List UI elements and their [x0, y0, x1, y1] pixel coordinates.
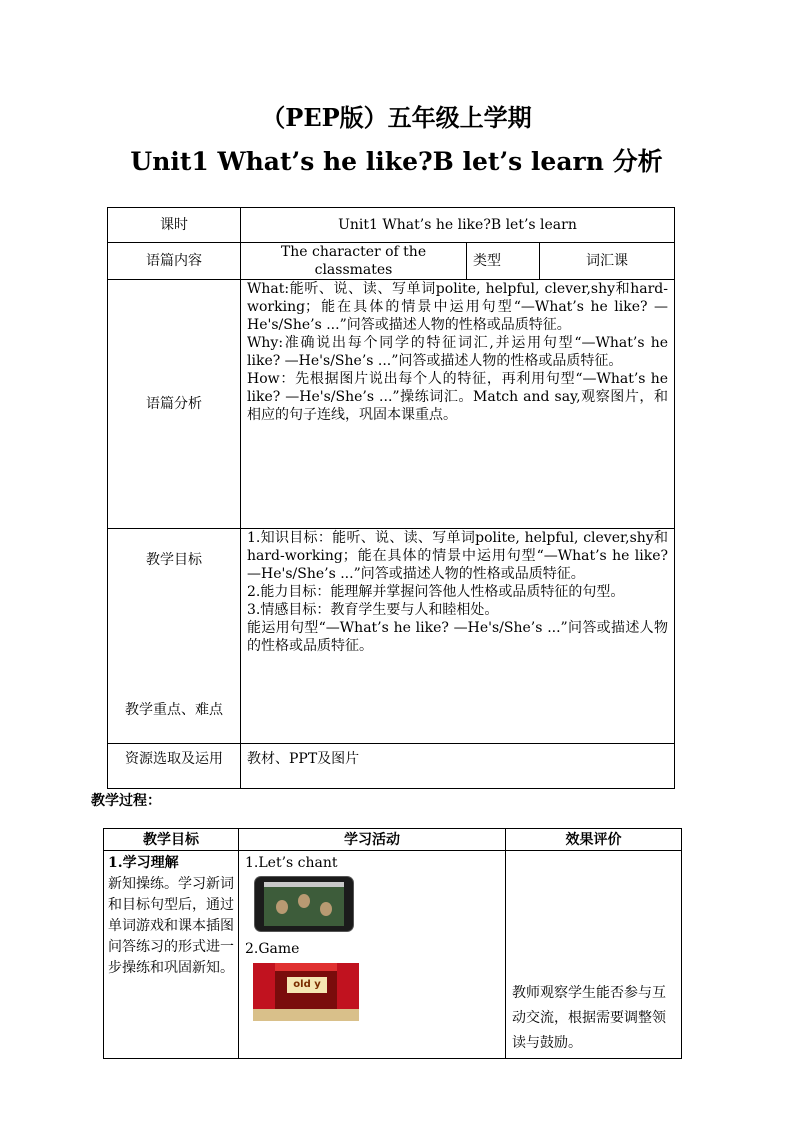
goal-emotion: 3.情感目标：教育学生要与人和睦相处。 — [247, 602, 499, 618]
goal-knowledge: 1.知识目标：能听、说、读、写单词polite, helpful, clever,shy和hard-working；能在具体的情景中运用句型“—What’s he like? —He's/She’s ...”问答或描述人物的性格或品质特征。 — [247, 530, 668, 582]
activity-game: 2.Game — [245, 941, 300, 957]
activity-cell — [239, 851, 506, 1059]
goals-keypoints-label-cell — [108, 529, 241, 744]
evaluation-cell: 教师观察学生能否参与互动交流，根据需要调整领读与鼓励。 — [506, 851, 682, 1059]
lesson-info-table — [107, 207, 675, 789]
lesson-value: Unit1 What’s he like?B let’s learn — [241, 208, 675, 243]
keypoints-value: 能运用句型“—What’s he like? —He's/She’s ...”问答或描述人物的性格或品质特征。 — [247, 620, 668, 654]
chant-tablet-image — [255, 877, 353, 931]
analysis-label: 语篇分析 — [108, 280, 241, 529]
resources-value: 教材、PPT及图片 — [241, 744, 675, 789]
goal-ability: 2.能力目标：能理解并掌握问答他人性格或品质特征的句型。 — [247, 584, 625, 600]
activity-chant: 1.Let’s chant — [245, 855, 338, 871]
process-heading: 教学过程： — [91, 793, 161, 809]
header-evaluation: 效果评价 — [506, 829, 682, 851]
document-title-line2: Unit1 What’s he like?B let’s learn 分析 — [130, 147, 663, 176]
lesson-label: 课时 — [108, 208, 241, 243]
analysis-how: How：先根据图片说出每个人的特征，再利用句型“—What’s he like? —He's/She’s ...”操练词汇。Match and say,观察图片，和相应的句子连线，巩固本课重点。 — [247, 371, 668, 423]
resources-label: 资源选取及运用 — [108, 744, 241, 789]
header-goal: 教学目标 — [104, 829, 239, 851]
goal-heading: 1.学习理解 — [108, 855, 179, 871]
game-stage-image — [253, 963, 359, 1021]
header-activity: 学习活动 — [239, 829, 506, 851]
goal-text: 新知操练。学习新词和目标句型后，通过单词游戏和课本插图问答练习的形式进一步操练和巩固新知。 — [108, 876, 234, 976]
analysis-what: What:能听、说、读、写单词polite, helpful, clever,shy和hard-working；能在具体的情景中运用句型“—What’s he like? —He's/She’s ...”问答或描述人物的性格或品质特征。 — [247, 281, 668, 333]
document-title-line1: （PEP版）五年级上学期 — [261, 103, 532, 132]
teaching-process-table — [103, 828, 682, 1059]
analysis-why: Why:准确说出每个同学的特征词汇,并运用句型“—What’s he like? —He's/She’s ...”问答或描述人物的性格或品质特征。 — [247, 335, 668, 369]
goals-label: 教学目标 — [146, 552, 202, 568]
goals-content — [241, 529, 675, 744]
content-label: 语篇内容 — [108, 243, 241, 280]
type-value: 词汇课 — [540, 243, 675, 280]
analysis-content — [241, 280, 675, 529]
game-board-text: old y — [287, 977, 327, 993]
goal-cell — [104, 851, 239, 1059]
content-value: The character of the classmates — [241, 243, 467, 280]
keypoints-label: 教学重点、难点 — [125, 702, 223, 718]
type-label: 类型 — [467, 243, 540, 280]
